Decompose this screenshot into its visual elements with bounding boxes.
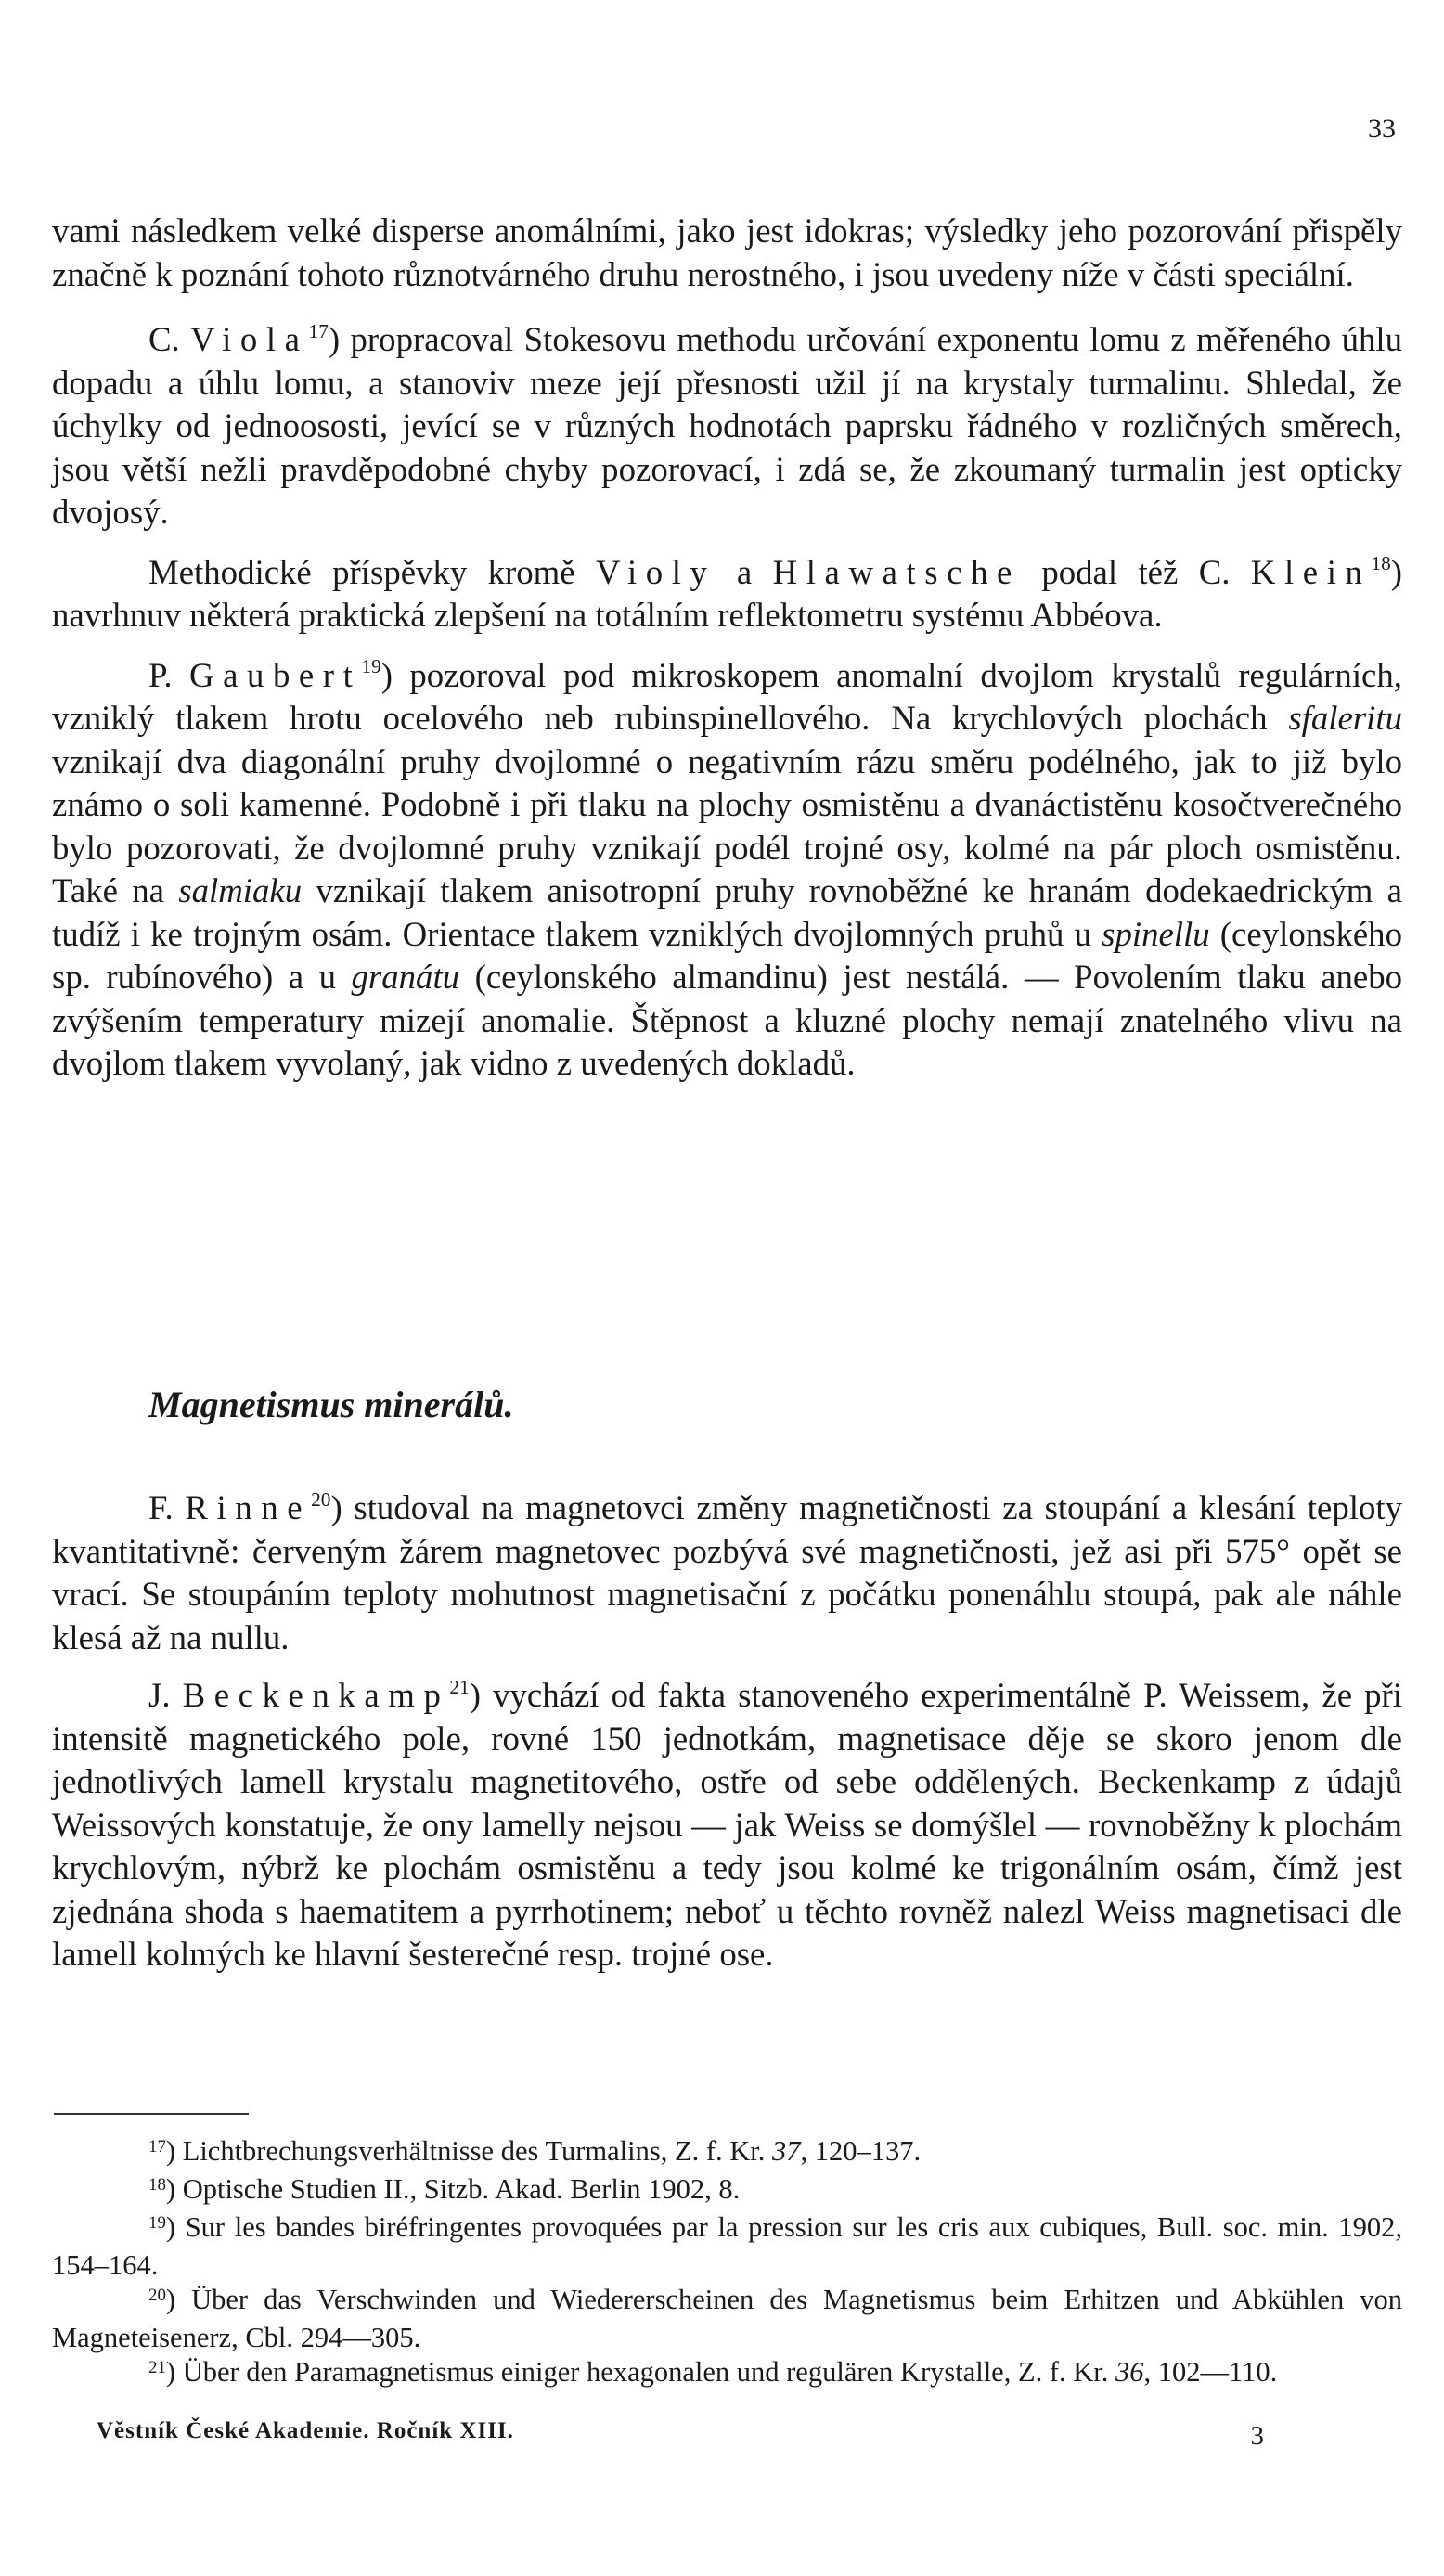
author-klein: Klein xyxy=(1250,552,1372,591)
mineral-spinellu: spinellu xyxy=(1102,914,1210,953)
footnote-21: $^{21}$) Über den Paramagnetismus einiger hexagonalen und regulären Krystalle, Z. f. Kr. 36, 102—110. xyxy=(148,2356,1278,2388)
main-text-top xyxy=(52,210,1402,1086)
footnote-20: $^{20}$) Über das Verschwinden und Wiedererscheinen des Magnetismus beim Erhitzen und Abkühlen von Magneteisenerz, Cbl. 294—305. xyxy=(52,2284,1402,2353)
author-violy: Violy xyxy=(596,552,716,591)
author-viola: Viola xyxy=(190,320,309,358)
paragraph-2: C. Viola$^{17}$) propracoval Stokesovu methodu určování exponentu lomu z měřeného úhlu dopadu a úhlu lomu, a stanoviv meze její přesnosti užil jí na krystaly turmalinu. Shledal, že úchylky od jednoososti, jevící se v různých hodnotách paprsku řádného v rozličných směrech, jsou větší nežli pravděpodobné chyby pozorovací, i zdá se, že zkoumaný turmalin jest opticky dvojosý. xyxy=(52,319,1403,531)
section-heading: Magnetismus minerálů. xyxy=(148,1384,514,1425)
author-gaubert: Gaubert xyxy=(188,655,362,694)
page-number: 33 xyxy=(1368,113,1396,144)
signature-mark: 3 xyxy=(1250,2421,1264,2451)
mineral-sfaleritu: sfaleritu xyxy=(1288,699,1402,737)
paragraph-6: J. Beckenkamp$^{21}$) vychází od fakta stanoveného experimentálně P. Weissem, že při intensitě magnetického pole, rovné 150 jednotkám, magnetisace děje se skoro jenom dle jednotlivých lamell krystalu magnetitového, ostře od sebe oddělených. Beckenkamp z údajů Weissových konstatuje, že ony lamelly nejsou — jak Weiss se domýšlel — rovnoběžny k plochám krychlovým, nýbrž ke plochám osmistěnu a tedy jsou kolmé ke trigonálním osám, čímž jest zjednána shoda s haematitem a pyrrhotinem; neboť u těchto rovněž nalezl Weiss magnetisaci dle lamell kolmých ke hlavní šesterečné resp. trojné ose. xyxy=(52,1675,1402,1973)
footnote-19: $^{19}$) Sur les bandes biréfringentes provoquées par la pression sur les cris aux cubiques, Bull. soc. min. 1902, 154–164. xyxy=(52,2211,1402,2281)
footnote-18: $^{18}$) Optische Studien II., Sitzb. Akad. Berlin 1902, 8. xyxy=(148,2173,741,2205)
footnote-ref: 20 xyxy=(311,1488,331,1511)
author-hlawatsche: Hlawatsche xyxy=(772,552,1021,591)
mineral-granatu: granátu xyxy=(351,958,460,996)
footnote-divider xyxy=(54,2113,249,2115)
paragraph-5: F. Rinne$^{20}$) studoval na magnetovci změny magnetičnosti za stoupání a klesání teploty kvantitativně: červeným žárem magnetovec pozbývá své magnetičnosti, jež asi při 575° opět se vrací. Se stoupáním teploty mohutnost magnetisační z počátku ponenáhlu stoupá, pak ale náhle klesá až na nullu. xyxy=(52,1488,1403,1656)
paragraph-4: P. Gaubert$^{19}$) pozoroval pod mikroskopem anomalní dvojlom krystalů regulárních, vzniklý tlakem hrotu ocelového neb rubinspinellového. Na krychlových plochách sfaleritu vznikají dva diagonální pruhy dvojlomné o negativním rázu směru podélného, jak to již bylo známo o soli kamenné. Podobně i při tlaku na plochy osmistěnu a dvanáctistěnu kosočtverečného bylo pozorovati, že dvojlomné pruhy vznikají podél trojné osy, kolmé na pár ploch osmistěnu. Také na salmiaku vznikají tlakem anisotropní pruhy rovnoběžné ke hranám dodekaedrickým a tudíž i ke trojným osám. Orientace tlakem vzniklých dvojlomných pruhů u spinellu (ceylonského sp. rubínového) a u granátu (ceylonského almandinu) jest nestálá. — Povolením tlaku anebo zvýšením temperatury mizejí anomalie. Štěpnost a kluzné plochy nemají znatelného vlivu na dvojlom tlakem vyvolaný, jak vidno z uvedených dokladů. xyxy=(52,655,1403,1082)
footnote-ref: 17 xyxy=(308,319,329,342)
footnote-17: $^{17}$) Lichtbrechungsverhältnisse des Turmalins, Z. f. Kr. 37, 120–137. xyxy=(148,2135,922,2167)
paragraph-1: vami následkem velké disperse anomálními, jako jest idokras; výsledky jeho pozorování přispěly značně k poznání tohoto různotvárného druhu nerostného, i jsou uvedeny níže v části speciální. xyxy=(52,212,1402,293)
mineral-salmiaku: salmiaku xyxy=(178,871,303,909)
footnote-ref: 21 xyxy=(449,1675,470,1698)
author-beckenkamp: Beckenkamp xyxy=(182,1676,450,1714)
author-rinne: Rinne xyxy=(185,1488,312,1526)
journal-footer: Věstník České Akademie. Ročník XIII. xyxy=(97,2418,514,2443)
footnote-ref: 18 xyxy=(1371,552,1391,575)
main-text-bottom xyxy=(52,1487,1402,1977)
footnotes xyxy=(52,2134,1402,2393)
paragraph-3: Methodické příspěvky kromě Violy a Hlawatsche podal též C. Klein$^{18}$) navrhnuv některá praktická zlepšení na totálním reflektometru systému Abbéova. xyxy=(52,552,1403,634)
footnote-ref: 19 xyxy=(361,655,381,678)
